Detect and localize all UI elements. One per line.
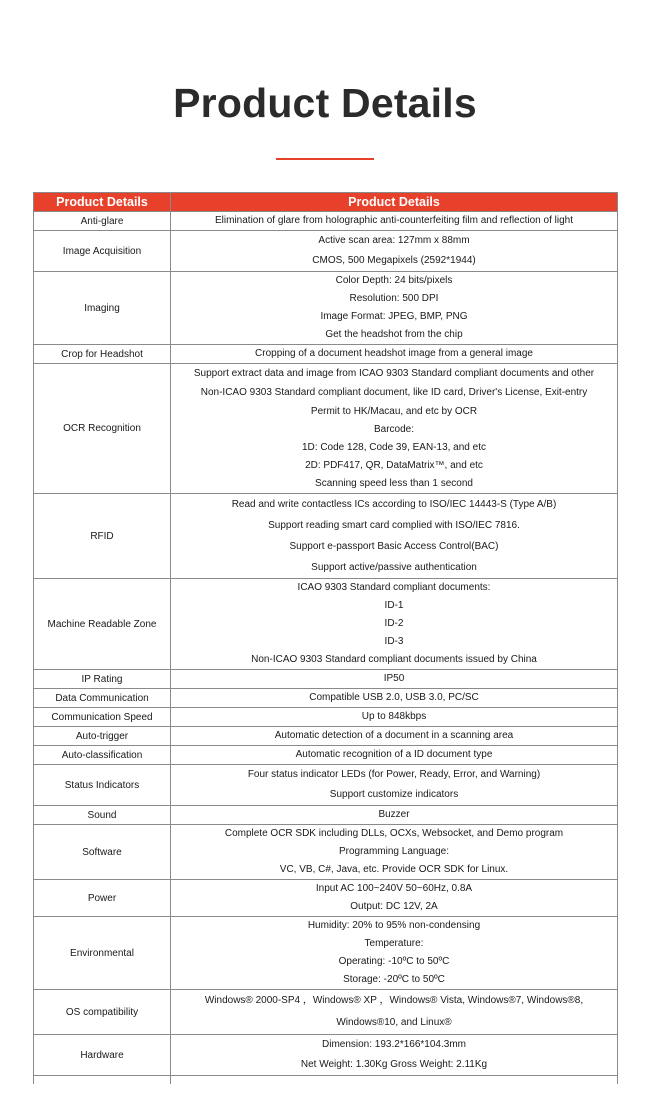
row-label: OS compatibility (34, 990, 171, 1035)
value-line: ID-2 (384, 618, 404, 629)
table-row (34, 670, 618, 689)
row-value (171, 689, 618, 708)
table-header-label: Product Details (34, 193, 171, 212)
value-line: Up to 848kbps (361, 711, 427, 722)
table-header-row (34, 193, 618, 212)
row-value (171, 917, 618, 990)
table-row (34, 880, 618, 917)
row-value (171, 272, 618, 345)
row-value (171, 727, 618, 746)
table-row (34, 806, 618, 825)
value-line: Active scan area: 127mm x 88mm (318, 235, 470, 246)
value-line: Output: DC 12V, 2A (350, 901, 438, 912)
value-line: 1D: Code 128, Code 39, EAN-13, and etc (301, 442, 486, 453)
value-line: 2D: PDF417, QR, DataMatrix™, and etc (305, 460, 483, 471)
row-label: Software (34, 825, 171, 880)
row-value (171, 990, 618, 1035)
title-divider (276, 158, 374, 160)
value-line: Humidity: 20% to 95% non-condensing (307, 920, 481, 931)
table-row (34, 231, 618, 272)
row-label: IP Rating (34, 670, 171, 689)
row-label: Machine Readable Zone (34, 579, 171, 670)
row-label-empty (34, 1076, 171, 1085)
row-label: Hardware (34, 1035, 171, 1076)
value-line: Support reading smart card complied with ISO/IEC 7816. (268, 520, 520, 531)
row-label: Anti-glare (34, 212, 171, 231)
table-row (34, 579, 618, 670)
row-value (171, 212, 618, 231)
table-row (34, 364, 618, 494)
value-line: Barcode: (373, 424, 415, 435)
row-value (171, 765, 618, 806)
value-line: Automatic recognition of a ID document type (295, 749, 493, 760)
row-value (171, 231, 618, 272)
page-title: Product Details (173, 80, 477, 126)
row-label: Crop for Headshot (34, 345, 171, 364)
row-label: Data Communication (34, 689, 171, 708)
table-row (34, 272, 618, 345)
table-row (34, 990, 618, 1035)
row-label: Power (34, 880, 171, 917)
table-header-value: Product Details (171, 193, 618, 212)
value-line: ID-3 (384, 636, 404, 647)
value-line: CMOS, 500 Megapixels (2592*1944) (312, 255, 476, 266)
row-label: Auto-trigger (34, 727, 171, 746)
row-value (171, 880, 618, 917)
value-line: Elimination of glare from holographic anti-counterfeiting film and reflection of light (215, 215, 573, 226)
value-line: Operating: -10ºC to 50ºC (338, 956, 450, 967)
row-value (171, 1035, 618, 1076)
value-line: VC, VB, C#, Java, etc. Provide OCR SDK for Linux. (279, 864, 509, 875)
value-line: Dimension: 193.2*166*104.3mm (322, 1039, 466, 1050)
row-label: Sound (34, 806, 171, 825)
row-label: RFID (34, 494, 171, 579)
value-line: Input AC 100~240V 50~60Hz, 0.8A (315, 883, 473, 894)
table-row (34, 746, 618, 765)
table-row (34, 689, 618, 708)
value-line: Automatic detection of a document in a scanning area (274, 730, 514, 741)
value-line: Complete OCR SDK including DLLs, OCXs, Websocket, and Demo program (224, 828, 564, 839)
product-details-table (33, 192, 618, 1084)
value-line: Support e-passport Basic Access Control(BAC) (289, 541, 499, 552)
row-value (171, 806, 618, 825)
table-row (34, 825, 618, 880)
table-row (34, 1035, 618, 1076)
row-label: Imaging (34, 272, 171, 345)
row-value (171, 708, 618, 727)
row-value (171, 670, 618, 689)
row-label: Communication Speed (34, 708, 171, 727)
table-row (34, 494, 618, 579)
value-line: Net Weight: 1.30Kg Gross Weight: 2.11Kg (300, 1059, 488, 1070)
table-row (34, 727, 618, 746)
row-value (171, 364, 618, 494)
value-line: Storage: -20ºC to 50ºC (343, 974, 445, 985)
value-line: Color Depth: 24 bits/pixels (335, 275, 453, 286)
row-label: Auto-classification (34, 746, 171, 765)
value-line: ICAO 9303 Standard compliant documents: (297, 582, 491, 593)
value-line: Compatible USB 2.0, USB 3.0, PC/SC (309, 692, 479, 703)
row-label: Status Indicators (34, 765, 171, 806)
row-value-empty (171, 1076, 618, 1085)
value-line: Windows® 2000-SP4 ，Windows® XP ，Windows® Vista, Windows®7, Windows®8, Windows®10, and Linux® (204, 995, 584, 1028)
row-value (171, 579, 618, 670)
value-line: Resolution: 500 DPI (349, 293, 439, 304)
table-row-cutoff (34, 1076, 618, 1085)
row-value (171, 825, 618, 880)
value-line: Support customize indicators (329, 789, 459, 800)
value-line: Read and write contactless ICs according to ISO/IEC 14443-S (Type A/B) (231, 499, 557, 510)
row-label: OCR Recognition (34, 364, 171, 494)
value-line: Image Format: JPEG, BMP, PNG (320, 311, 468, 322)
value-line: Support extract data and image from ICAO 9303 Standard compliant documents and other Non-ICAO 9303 Standard compliant document, like ID card, Driver's License, Exit-entry Permit to HK/Macau, and etc by OCR (193, 368, 595, 417)
row-value (171, 746, 618, 765)
value-line: Scanning speed less than 1 second (315, 478, 473, 489)
value-line: ID-1 (384, 600, 404, 611)
table-row (34, 345, 618, 364)
row-value (171, 345, 618, 364)
row-label: Environmental (34, 917, 171, 990)
value-line: Temperature: (364, 938, 424, 949)
table-row (34, 917, 618, 990)
value-line: Buzzer (378, 809, 410, 820)
table-row (34, 708, 618, 727)
row-label: Image Acquisition (34, 231, 171, 272)
table-row (34, 212, 618, 231)
value-line: Non-ICAO 9303 Standard compliant documents issued by China (251, 654, 537, 665)
value-line: IP50 (383, 673, 405, 684)
value-line: Programming Language: (338, 846, 450, 857)
value-line: Cropping of a document headshot image from a general image (255, 348, 533, 359)
value-line: Support active/passive authentication (311, 562, 477, 573)
value-line: Four status indicator LEDs (for Power, Ready, Error, and Warning) (247, 769, 541, 780)
row-value (171, 494, 618, 579)
table-row (34, 765, 618, 806)
value-line: Get the headshot from the chip (325, 329, 463, 340)
